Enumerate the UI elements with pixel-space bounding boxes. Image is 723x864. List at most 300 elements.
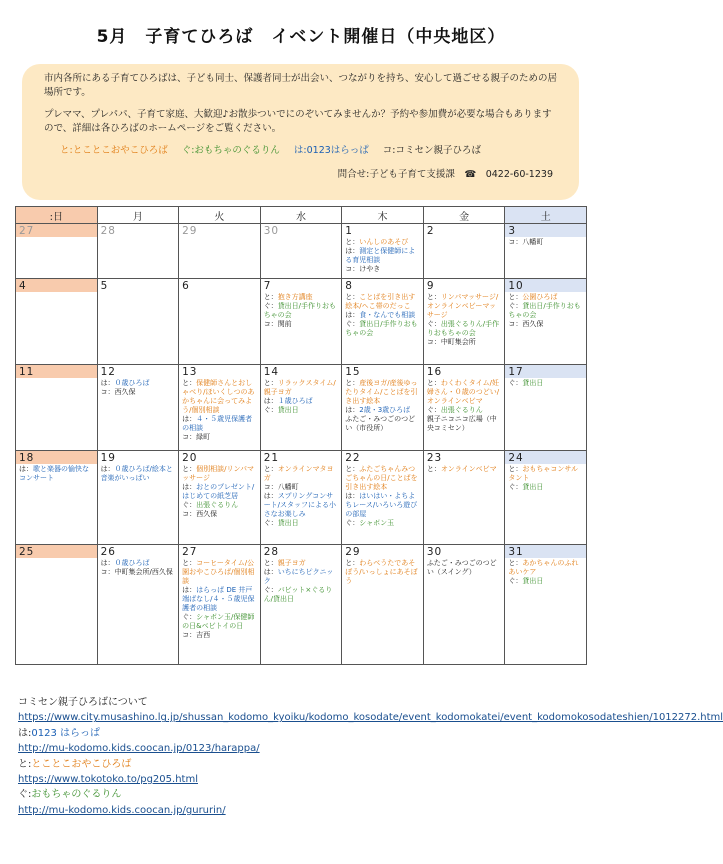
day-number: 12	[100, 366, 116, 378]
event-text: 八幡町	[522, 238, 544, 246]
event-text: 貸出日	[522, 483, 544, 491]
event-item	[182, 510, 257, 519]
event-place-prefix: コ：	[263, 320, 278, 328]
event-text: はらっぱ DE 井戸端ばなし/４・５歳児保護者の相談	[182, 586, 255, 612]
event-item	[264, 379, 339, 397]
tokotoko-link[interactable]: https://www.tokotoko.to/pg205.html	[18, 774, 198, 786]
event-item	[182, 559, 257, 586]
event-item	[508, 238, 583, 247]
event-place-prefix: と：	[345, 238, 360, 246]
day-events	[182, 379, 257, 442]
event-item	[182, 483, 257, 501]
calendar-day-cell	[423, 451, 505, 545]
calendar-day-cell	[97, 365, 179, 451]
calendar-day-cell	[97, 224, 179, 279]
calendar-day-cell	[260, 451, 342, 545]
event-item	[508, 483, 583, 492]
gururin-name: おもちゃのぐるりん	[31, 789, 122, 801]
calendar-day-cell	[260, 279, 342, 365]
event-item	[345, 320, 420, 338]
event-text: 公園ひろば	[522, 293, 558, 301]
event-place-prefix: コ：	[100, 388, 115, 396]
calendar-day-cell	[342, 279, 424, 365]
calendar-day-cell	[505, 365, 587, 451]
calendar-day-cell	[342, 451, 424, 545]
event-text: 2歳・3歳ひろば	[359, 406, 411, 414]
event-place-prefix: コ：	[426, 338, 441, 346]
event-item	[345, 247, 420, 265]
place-legend	[60, 144, 559, 158]
event-text: おもちゃコンサルタント	[508, 465, 579, 482]
day-events	[508, 379, 583, 388]
event-text: ふたご・みつごのつどい（市役所）	[345, 415, 416, 432]
event-place-prefix: と：	[263, 293, 278, 301]
event-text: 吉西	[196, 631, 211, 639]
event-item	[264, 586, 339, 604]
event-place-prefix: は：	[263, 568, 278, 576]
calendar-week-row	[16, 224, 587, 279]
event-item	[264, 483, 339, 492]
event-place-prefix: と：	[182, 465, 197, 473]
event-text: 八幡町	[277, 483, 299, 491]
event-text: ふたごちゃんみつごちゃんの日/ことばを引き出す絵本	[345, 465, 418, 491]
event-text: 親子ヨガ	[277, 559, 306, 567]
day-events	[427, 559, 502, 577]
contact-info: 問合せ:子ども子育て支援課 ☎ 0422-60-1239	[337, 169, 553, 180]
event-text: 貸出日/手作りおもちゃの会	[345, 320, 418, 337]
info-box	[22, 64, 579, 200]
event-item	[427, 293, 502, 320]
day-events	[19, 465, 94, 483]
event-place-prefix: ぐ：	[182, 613, 197, 621]
event-item	[508, 293, 583, 302]
event-place-prefix: と：	[263, 379, 278, 387]
calendar-day-cell	[423, 224, 505, 279]
event-item	[264, 465, 339, 483]
event-text: 西久保	[114, 388, 136, 396]
day-number: 14	[263, 366, 280, 378]
event-text: 中町集会所/西久保	[114, 568, 173, 576]
day-number: 19	[100, 452, 116, 464]
event-item	[182, 415, 257, 433]
day-events	[508, 559, 583, 586]
calendar-day-cell	[179, 279, 261, 365]
event-place-prefix: と：	[345, 379, 360, 387]
calendar-day-cell	[342, 365, 424, 451]
event-text: 測定と保健師による育児相談	[345, 247, 416, 264]
event-item	[101, 388, 176, 397]
day-number: 2	[426, 225, 435, 237]
event-text: あかちゃんのふれあいケア	[508, 559, 579, 576]
legend-komisen: コ:コミセン親子ひろば	[382, 145, 481, 156]
day-events	[345, 238, 420, 274]
event-text: 貸出日	[522, 577, 544, 585]
event-place-prefix: ぐ：	[345, 320, 360, 328]
event-item	[264, 406, 339, 415]
calendar-day-cell	[423, 365, 505, 451]
event-item	[427, 465, 502, 474]
tokotoko-prefix: と:	[18, 758, 32, 770]
event-item	[508, 577, 583, 586]
event-item	[508, 320, 583, 329]
event-item	[345, 311, 420, 320]
event-item	[264, 492, 339, 519]
day-number: 8	[345, 280, 353, 292]
day-events	[427, 465, 502, 474]
day-number: 16	[426, 366, 443, 378]
calendar-day-cell	[97, 451, 179, 545]
event-place-prefix: コ：	[263, 483, 278, 491]
event-place-prefix: ぐ：	[345, 519, 360, 527]
event-place-prefix: ぐ：	[182, 501, 197, 509]
event-text: おとのプレゼント/はじめての紙芝居	[182, 483, 255, 500]
event-text: 関前	[277, 320, 292, 328]
event-item	[101, 379, 176, 388]
event-place-prefix: と：	[182, 379, 197, 387]
day-events	[182, 559, 257, 640]
day-number: 10	[505, 279, 586, 292]
event-text: ふたご・みつごのつどい（スイング）	[426, 559, 497, 576]
event-item	[182, 433, 257, 442]
guide-text: プレママ、プレパパ、子育て家庭、大歓迎♪お散歩ついでにのぞいてみませんか？予約や参加費が必要な場合もありますので、詳細は各ひろばのホームページをご覧ください。	[44, 109, 552, 134]
calendar-day-cell	[97, 279, 179, 365]
day-number: 6	[182, 280, 190, 292]
event-item	[182, 379, 257, 415]
event-place-prefix: と：	[508, 465, 523, 473]
day-number: 30	[426, 546, 443, 558]
event-place-prefix: と：	[263, 559, 278, 567]
day-number: 27	[182, 546, 198, 558]
day-number: 15	[345, 366, 361, 378]
legend-gururin: ぐ:おもちゃのぐるりん	[181, 145, 280, 156]
event-item	[345, 415, 420, 433]
event-text: 親子ニコニコ広場（中央コミセン）	[426, 415, 497, 432]
tokotoko-title	[18, 757, 590, 772]
calendar-week-row	[16, 451, 587, 545]
event-place-prefix: は：	[345, 247, 360, 255]
day-events	[508, 238, 583, 247]
event-place-prefix: は：	[345, 406, 360, 414]
event-place-prefix: ぐ：	[508, 379, 523, 387]
event-place-prefix: と：	[508, 293, 523, 301]
event-item	[345, 293, 420, 311]
event-place-prefix: と：	[345, 293, 360, 301]
event-item	[427, 415, 502, 433]
calendar-day-cell	[179, 224, 261, 279]
event-item	[508, 302, 583, 320]
event-item	[101, 568, 176, 577]
day-events	[264, 465, 339, 528]
event-item	[182, 465, 257, 483]
event-text: いちにちピクニック	[263, 568, 334, 585]
event-text: 緑町	[196, 433, 211, 441]
calendar-day-cell	[179, 545, 261, 665]
event-place-prefix: コ：	[508, 320, 523, 328]
day-events	[182, 465, 257, 519]
day-number: 7	[263, 280, 272, 292]
event-item	[264, 519, 339, 528]
calendar-body	[16, 224, 587, 665]
event-item	[182, 501, 257, 510]
calendar-day-cell	[505, 224, 587, 279]
event-calendar	[15, 206, 587, 665]
day-events	[508, 293, 583, 329]
day-number: 29	[345, 546, 361, 558]
event-text: 西久保	[522, 320, 544, 328]
day-events	[345, 559, 420, 586]
event-place-prefix: ぐ：	[263, 519, 278, 527]
event-item	[264, 397, 339, 406]
event-text: ０歳ひろば/絵本と音楽がいっぱい	[100, 465, 173, 482]
event-item	[264, 320, 339, 329]
event-text: 食・なんでも相談	[359, 311, 416, 319]
day-events	[264, 559, 339, 604]
calendar-day-cell	[16, 224, 98, 279]
event-text: 抱き方講座	[277, 293, 313, 301]
event-place-prefix: ぐ：	[426, 320, 441, 328]
event-text: 出張ぐるりん	[440, 406, 483, 414]
day-events	[345, 465, 420, 528]
day-events	[427, 379, 502, 433]
calendar-day-cell	[16, 451, 98, 545]
event-item	[345, 406, 420, 415]
event-item	[345, 519, 420, 528]
day-number: 18	[16, 451, 97, 464]
calendar-day-cell	[423, 545, 505, 665]
event-place-prefix: は：	[263, 492, 278, 500]
event-text: ０歳ひろば	[114, 559, 150, 567]
legend-harappa: は:0123はらっぱ	[293, 145, 369, 156]
event-text: オンラインマタヨガ	[263, 465, 334, 482]
event-place-prefix: と：	[345, 559, 360, 567]
weekday-tue: 火	[179, 207, 261, 224]
gururin-prefix: ぐ:	[18, 789, 32, 801]
event-place-prefix: と：	[426, 465, 441, 473]
day-number: 4	[16, 279, 97, 292]
event-place-prefix: ぐ：	[508, 577, 523, 585]
day-number: 26	[100, 546, 116, 558]
event-text: バビット×ぐるりん/貸出日	[263, 586, 333, 603]
event-item	[345, 379, 420, 406]
weekday-sun: :日	[16, 207, 98, 224]
event-item	[264, 568, 339, 586]
event-text: 出張ぐるりん/手作りおもちゃの会	[426, 320, 500, 337]
day-number: 25	[16, 545, 97, 558]
calendar-week-row	[16, 279, 587, 365]
day-events	[345, 379, 420, 433]
weekday-fri: 金	[423, 207, 505, 224]
event-text: コーヒータイム/公園おやこひろば/個別相談	[182, 559, 255, 585]
event-item	[427, 406, 502, 415]
event-text: けやき	[359, 265, 381, 273]
harappa-prefix: は:	[18, 727, 32, 739]
event-text: わらべうたであそぼう/いっしょにあそぼう	[345, 559, 418, 585]
event-text: 貸出日	[277, 406, 299, 414]
event-place-prefix: は：	[182, 586, 197, 594]
event-place-prefix: ぐ：	[263, 586, 278, 594]
event-item	[182, 586, 257, 613]
event-item	[427, 338, 502, 347]
event-place-prefix: ぐ：	[263, 406, 278, 414]
day-events	[508, 465, 583, 492]
event-item	[427, 379, 502, 406]
calendar-day-cell	[505, 545, 587, 665]
event-text: わくわくタイム/妊婦さん・０歳のつどい/オンラインベビマ	[426, 379, 500, 405]
event-place-prefix: コ：	[508, 238, 523, 246]
event-place-prefix: と：	[426, 293, 441, 301]
event-text: ことばを引き出す絵本/ヘこ帯のだっこ	[345, 293, 416, 310]
event-text: リラックスタイム/親子ヨガ	[263, 379, 336, 396]
event-place-prefix: は：	[100, 559, 115, 567]
calendar-day-cell	[179, 451, 261, 545]
calendar-day-cell	[179, 365, 261, 451]
calendar-day-cell	[16, 279, 98, 365]
day-number: 29	[182, 225, 198, 237]
weekday-thu: 木	[342, 207, 424, 224]
event-place-prefix: コ：	[182, 510, 197, 518]
calendar-day-cell	[505, 451, 587, 545]
event-text: 中町集会所	[440, 338, 476, 346]
event-text: 貸出日	[522, 379, 544, 387]
event-place-prefix: は：	[345, 492, 360, 500]
event-text: 歌と楽器の愉快なコンサート	[19, 465, 89, 482]
event-item	[345, 465, 420, 492]
event-place-prefix: コ：	[100, 568, 115, 576]
calendar-day-cell	[423, 279, 505, 365]
harappa-title	[18, 726, 590, 741]
day-events	[101, 379, 176, 397]
event-item	[19, 465, 94, 483]
day-number: 21	[263, 452, 280, 464]
day-number: 13	[182, 366, 198, 378]
day-events	[427, 293, 502, 347]
event-place-prefix: ぐ：	[508, 483, 523, 491]
event-place-prefix: コ：	[182, 631, 197, 639]
event-place-prefix: は：	[19, 465, 33, 473]
event-item	[264, 559, 339, 568]
event-place-prefix: は：	[100, 379, 115, 387]
event-item	[182, 631, 257, 640]
event-text: シャボン玉/保健師の日&ベビトイの日	[182, 613, 255, 630]
day-events	[101, 465, 176, 483]
event-text: ４・５歳児保護者の相談	[182, 415, 253, 432]
event-place-prefix: ぐ：	[508, 302, 523, 310]
event-place-prefix: ぐ：	[426, 406, 441, 414]
komisen-link[interactable]: https://www.city.musashino.lg.jp/shussan_kodomo_kyoiku/kodomo_kosodate/event_kodomokatei/event_kodomokosodateshien/1012272.html	[18, 712, 723, 724]
day-number: 3	[505, 224, 586, 237]
event-place-prefix: と：	[345, 465, 360, 473]
event-item	[508, 379, 583, 388]
event-text: リンパマッサージ/オンラインベビーマッサージ	[426, 293, 499, 319]
event-item	[508, 559, 583, 577]
event-text: 個別相談/リンパマッサージ	[182, 465, 254, 482]
day-number: 22	[345, 452, 361, 464]
weekday-header-row	[16, 207, 587, 224]
day-events	[345, 293, 420, 338]
event-text: 貸出日/手作りおもちゃの会	[263, 302, 337, 319]
event-item	[508, 465, 583, 483]
day-number: 30	[263, 225, 280, 237]
calendar-day-cell	[505, 279, 587, 365]
day-events	[264, 379, 339, 415]
calendar-day-cell	[342, 545, 424, 665]
day-number: 20	[182, 452, 198, 464]
day-number: 28	[100, 225, 116, 237]
event-text: 保健師さんとおしゃべり/ほいくしつのあかちゃんに会ってみよう/個別相談	[182, 379, 255, 414]
legend-tokotoko: と:とことこおやこひろば	[60, 145, 168, 156]
intro-text: 市内各所にある子育てひろばは、子ども同士、保護者同士が出会い、つながりを持ち、安心して過ごせる親子のための居場所です。	[44, 73, 558, 98]
event-item	[264, 302, 339, 320]
weekday-mon: 月	[97, 207, 179, 224]
day-number: 5	[100, 280, 109, 292]
event-place-prefix: と：	[426, 379, 441, 387]
event-text: 貸出日	[277, 519, 299, 527]
komisen-title: コミセン親子ひろばについて	[18, 697, 148, 708]
day-events	[101, 559, 176, 577]
event-place-prefix: コ：	[345, 265, 360, 273]
event-place-prefix: は：	[100, 465, 115, 473]
event-place-prefix: と：	[182, 559, 197, 567]
day-number: 9	[426, 280, 435, 292]
event-item	[101, 559, 176, 568]
event-text: スプリングコンサート/スタッフによる小さなお楽しみ	[263, 492, 337, 518]
event-item	[345, 492, 420, 519]
event-text: 出張ぐるりん	[196, 501, 239, 509]
event-text: 貸出日/手作りおもちゃの会	[508, 302, 581, 319]
event-place-prefix: は：	[263, 397, 278, 405]
event-text: 西久保	[196, 510, 218, 518]
event-text: オンラインベビマ	[440, 465, 497, 473]
event-place-prefix: と：	[263, 465, 278, 473]
event-place-prefix: と：	[508, 559, 523, 567]
event-item	[264, 293, 339, 302]
day-number: 23	[426, 452, 443, 464]
day-number: 11	[16, 365, 97, 378]
calendar-day-cell	[342, 224, 424, 279]
event-text: １歳ひろば	[277, 397, 313, 405]
event-item	[345, 559, 420, 586]
calendar-day-cell	[260, 545, 342, 665]
event-item	[427, 320, 502, 338]
harappa-link[interactable]: http://mu-kodomo.kids.coocan.jp/0123/harappa/	[18, 743, 260, 755]
event-place-prefix: コ：	[182, 433, 197, 441]
event-item	[182, 613, 257, 631]
calendar-week-row	[16, 365, 587, 451]
event-text: シャボン玉	[359, 519, 395, 527]
calendar-day-cell	[16, 545, 98, 665]
event-item	[345, 265, 420, 274]
event-item	[345, 238, 420, 247]
event-text: 産後ヨガ/産後ゆったりタイム/ことばを引き出す絵本	[345, 379, 418, 405]
gururin-title	[18, 787, 590, 802]
calendar-day-cell	[97, 545, 179, 665]
event-place-prefix: は：	[182, 415, 197, 423]
event-place-prefix: ぐ：	[263, 302, 278, 310]
event-item	[101, 465, 176, 483]
page-title: 5月 子育てひろば イベント開催日（中央地区）	[96, 27, 506, 47]
event-text: ０歳ひろば	[114, 379, 150, 387]
calendar-day-cell	[260, 224, 342, 279]
day-number: 24	[505, 451, 586, 464]
gururin-link[interactable]: http://mu-kodomo.kids.coocan.jp/gururin/	[18, 804, 226, 816]
day-number: 27	[16, 224, 97, 237]
event-text: はいはい・よちよちレース/いろいろ遊びの部屋	[345, 492, 418, 518]
harappa-name: 0123 はらっぱ	[31, 727, 101, 739]
day-number: 17	[505, 365, 586, 378]
event-place-prefix: は：	[345, 311, 360, 319]
day-number: 1	[345, 225, 353, 237]
event-item	[427, 559, 502, 577]
